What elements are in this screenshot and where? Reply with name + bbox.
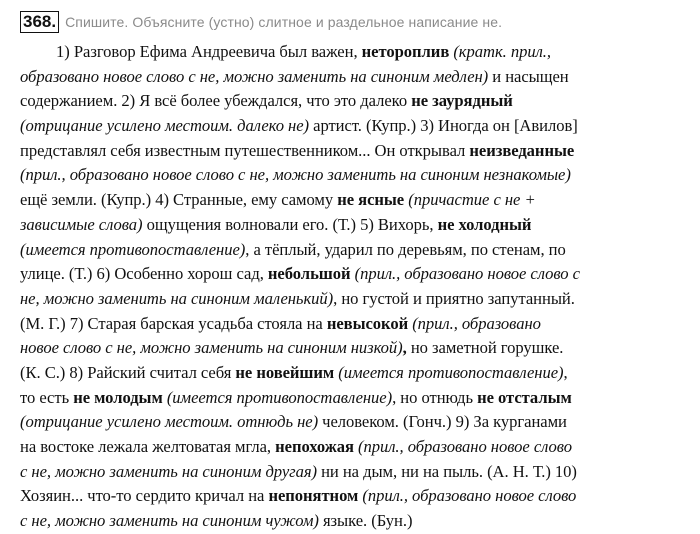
text-line: [20, 262, 688, 287]
sentence-text: , а тёплый, ударил по деревьям, по стенам, по: [245, 239, 566, 259]
text-line: [20, 410, 688, 435]
explanation-note: (отрицание усилено местоим. далеко не): [20, 116, 310, 136]
text-line: [20, 163, 688, 188]
answer-word: непонятном: [268, 486, 359, 506]
explanation-note: (прил., образовано новое слово с не, можно заменить на синоним незнакомые): [20, 165, 571, 185]
answer-word: не ясные: [337, 190, 405, 210]
text-line: [20, 65, 688, 90]
answer-word: не молодым: [73, 387, 163, 407]
text-line: [20, 89, 688, 114]
text-line: [20, 139, 688, 164]
text-line: [20, 386, 688, 411]
text-line: [20, 213, 688, 238]
answer-word: нетороплив: [361, 42, 450, 61]
sentence-text: (К. С.) 8) Райский считал себя: [20, 362, 236, 382]
answer-word: небольшой: [267, 264, 351, 284]
text-line: [20, 509, 688, 534]
explanation-note: (имеется противопоставление): [334, 362, 564, 382]
explanation-note: зависимые слова): [20, 214, 143, 234]
explanation-note: (прил., образовано новое слово с: [350, 264, 580, 284]
text-line: [20, 40, 688, 65]
exercise-instruction: Спишите. Объясните (устно) слитное и раздельное написание не.: [65, 14, 503, 30]
explanation-note: (прил., образовано новое слово: [353, 437, 572, 456]
sentence-text: ,: [563, 362, 568, 382]
text-line: [20, 460, 688, 485]
answer-word: неизведанные: [469, 140, 575, 160]
sentence-text: ощущения волновали его. (Т.) 5) Вихорь,: [142, 214, 438, 234]
explanation-note: с не, можно заменить на синоним чужом): [20, 511, 319, 531]
sentence-text: ни на дым, ни на пыль. (А. Н. Т.) 10): [316, 461, 577, 481]
explanation-note: новое слово с не, можно заменить на синоним низкой): [20, 338, 403, 358]
sentence-text: Хозяин... что-то сердито кричал на: [20, 486, 269, 506]
explanation-note: образовано новое слово с не, можно заменить на синоним медлен): [20, 66, 489, 86]
sentence-text: содержанием. 2) Я всё более убеждался, что это далеко: [20, 91, 412, 111]
explanation-note: (прил., образовано новое слово: [358, 486, 577, 506]
text-line: [20, 287, 688, 312]
text-line: [20, 484, 688, 509]
sentence-text: , но отнюдь: [392, 387, 478, 407]
text-line: [20, 188, 688, 213]
answer-word: невысокой: [326, 313, 409, 333]
explanation-note: (отрицание усилено местоим. отнюдь не): [20, 412, 319, 432]
sentence-text: (М. Г.) 7) Старая барская усадьба стояла на: [20, 313, 327, 333]
sentence-text: человеком. (Гонч.) 9) За курганами: [318, 412, 567, 432]
sentence-text: языке. (Бун.): [318, 511, 413, 531]
explanation-note: (имеется противопоставление): [162, 387, 393, 407]
sentence-text: представлял себя известным путешественником... Он открывал: [20, 140, 470, 160]
explanation-note: (прил., образовано: [408, 313, 541, 333]
exercise-body: [20, 40, 688, 534]
answer-word: не отсталым: [477, 387, 572, 407]
sentence-text: артист. (Купр.) 3) Иногда он [Авилов]: [309, 116, 578, 136]
sentence-text: , но густой и приятно запутанный.: [333, 288, 575, 308]
sentence-text: улице. (Т.) 6) Особенно хорош сад,: [20, 264, 268, 284]
explanation-note: не, можно заменить на синоним маленький): [20, 288, 334, 308]
sentence-text: на востоке лежала желтоватая мгла,: [20, 437, 276, 456]
answer-word: не заурядный: [411, 91, 513, 111]
answer-word: не холодный: [437, 214, 532, 234]
text-line: [20, 312, 688, 337]
answer-word: непохожая: [275, 437, 354, 456]
text-line: [20, 336, 688, 361]
answer-word: ,: [402, 338, 407, 358]
text-line: [20, 361, 688, 386]
exercise-header: [20, 10, 502, 34]
explanation-note: (причастие с не +: [404, 190, 536, 210]
explanation-note: с не, можно заменить на синоним другая): [20, 461, 317, 481]
sentence-text: 1) Разговор Ефима Андреевича был важен,: [56, 42, 362, 61]
answer-word: не новейшим: [235, 362, 335, 382]
explanation-note: (имеется противопоставление): [20, 239, 246, 259]
text-line: [20, 114, 688, 139]
exercise-number: 368.: [20, 11, 59, 33]
sentence-text: но заметной горушке.: [406, 338, 564, 358]
text-line: [20, 238, 688, 263]
sentence-text: и насыщен: [488, 66, 569, 86]
text-line: [20, 435, 688, 460]
sentence-text: то есть: [20, 387, 74, 407]
explanation-note: (кратк. прил.,: [449, 42, 551, 61]
sentence-text: ещё земли. (Купр.) 4) Странные, ему самому: [20, 190, 338, 210]
